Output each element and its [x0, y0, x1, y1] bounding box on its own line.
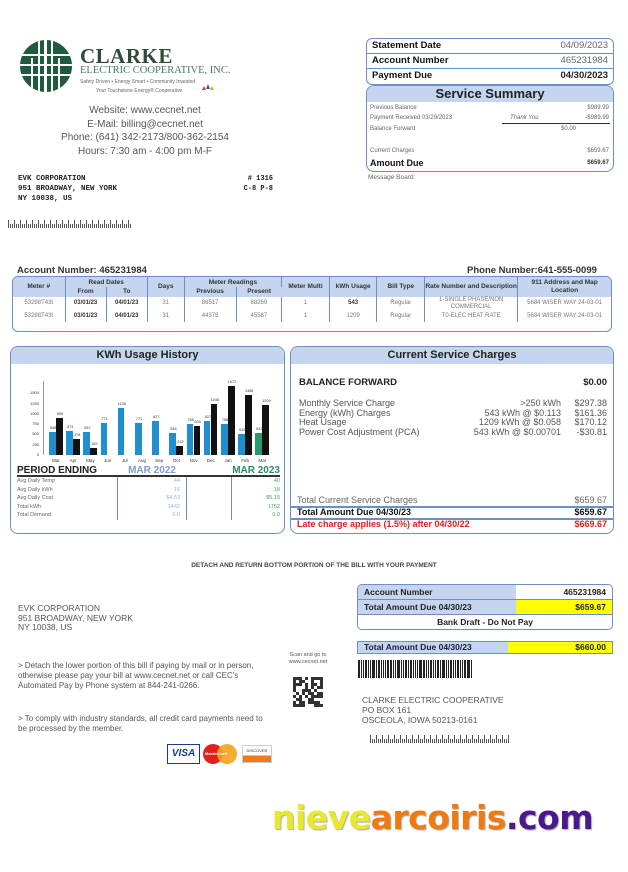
total-due-value: $659.67	[574, 507, 607, 517]
x-tick: Jun	[103, 458, 112, 463]
meter-readings-table	[12, 276, 612, 332]
cell-meter: 53298T43t	[13, 297, 65, 310]
row-label: Avg Daily Temp	[17, 478, 56, 484]
period-row	[17, 486, 280, 495]
x-tick: Apr	[69, 458, 77, 463]
payer-address	[18, 604, 133, 633]
x-tick: Aug	[137, 458, 146, 463]
cell-to: 04/01/23	[106, 297, 147, 310]
total-amount-due-row	[291, 507, 613, 518]
amount-enclosed-box	[357, 641, 613, 654]
website-text: Website: www.cecnet.net	[89, 105, 201, 116]
chart-bar: 758	[221, 424, 228, 455]
bank-draft-notice: Bank Draft - Do Not Pay	[437, 617, 533, 627]
total-current-charges-row	[291, 495, 613, 506]
chart-bar: 1458	[245, 395, 252, 455]
subtotal-rule	[502, 123, 610, 124]
meter-account-number: Account Number: 465231984	[17, 265, 147, 276]
x-tick: Mar	[52, 458, 60, 463]
chart-bar: 693	[194, 426, 201, 455]
qr-code-icon[interactable]	[293, 677, 323, 707]
y-tick: 1250	[30, 400, 39, 406]
col-days: Days	[147, 277, 184, 297]
watermark-part-3: .com	[505, 798, 594, 837]
total-current-value: $659.67	[574, 495, 607, 505]
touchstone-logo-icon	[200, 84, 214, 94]
col-bill-type: Bill Type	[377, 277, 425, 297]
account-number-value: 465231984	[560, 55, 608, 66]
sort-code-2: C-8 P-8	[243, 185, 273, 193]
chart-bar: 557	[83, 432, 90, 455]
charge-detail: 543 kWh @ $0.113	[484, 407, 561, 418]
charge-amount: $297.38	[574, 398, 607, 408]
postal-barcode-bottom	[370, 735, 509, 743]
chart-bar: 182	[90, 448, 97, 455]
cell-bill-type: Regular	[377, 310, 425, 322]
row-label: Total kWh	[17, 503, 42, 510]
visa-logo-icon: VISA	[167, 744, 200, 764]
mastercard-logo-icon: MasterCard	[203, 744, 239, 764]
remittance-box	[357, 584, 613, 630]
remit-account-value: 465231984	[563, 587, 606, 597]
remit-line-3: OSCEOLA, IOWA 50213-0161	[362, 715, 478, 725]
cell-address: 5684 WISER WAY 24-03-01	[527, 300, 603, 307]
row-curr: 40	[273, 478, 280, 484]
payment-note-1: > Detach the lower portion of this bill if paying by mail or in person, otherwise please pay your bill at www.cecnet.net or call CEC's Automated Pay by Phone system at 844-241-0266.	[18, 661, 254, 690]
current-charges-label: Current Charges	[370, 148, 415, 154]
period-ending-label: PERIOD ENDING	[17, 465, 98, 476]
statement-info-box	[366, 38, 614, 85]
scan-instruction: Scan and go to www.cecnet.net	[288, 652, 328, 665]
usage-history-panel	[10, 346, 285, 534]
meter-row	[13, 310, 611, 322]
col-read-dates: Read Dates	[65, 277, 147, 287]
chart-bar: 1672	[228, 386, 235, 455]
x-tick: Jan	[224, 458, 232, 463]
cell-days: 31	[147, 310, 184, 322]
charge-amount: -$30.81	[576, 426, 607, 437]
col-meter-readings: Meter Readings	[184, 277, 282, 287]
mailing-address	[18, 174, 117, 204]
col-to: To	[106, 287, 147, 297]
company-subtitle: ELECTRIC COOPERATIVE, INC.	[80, 65, 231, 76]
charge-label: Energy (kWh) Charges	[299, 407, 391, 418]
chart-bar: 827	[152, 421, 159, 455]
x-tick: May	[86, 458, 95, 463]
cell-kwh: 543	[329, 297, 377, 310]
late-charge-value: $669.67	[574, 519, 607, 529]
cell-days: 31	[147, 297, 184, 310]
period-row	[17, 511, 280, 520]
cell-from: 03/01/23	[65, 310, 106, 322]
hours-text: Hours: 7:30 am - 4:00 pm M-F	[78, 145, 212, 157]
col-previous: Previous	[184, 287, 236, 297]
chart-bar: 758	[187, 424, 194, 455]
col-address: 911 Address and Map Location	[518, 277, 611, 297]
discover-logo-icon: DISCOVER	[242, 745, 272, 763]
chart-bar: 1246	[211, 404, 218, 455]
cell-present: 45587	[236, 310, 282, 322]
row-prev: 1442	[117, 503, 187, 512]
row-curr: $5.15	[266, 495, 280, 502]
chart-bar: 548	[49, 432, 56, 455]
payer-line-3: NY 10038, US	[18, 622, 73, 632]
statement-date-value: 04/09/2023	[560, 40, 608, 51]
chart-bar: 827	[204, 421, 211, 455]
row-label: Total Demand	[17, 512, 51, 519]
total-current-label: Total Current Service Charges	[297, 495, 418, 505]
col-present: Present	[236, 287, 282, 297]
sort-code-1: # 1316	[247, 175, 273, 183]
row-curr: 0.0	[272, 512, 280, 519]
remit2-total-due-value: $660.00	[508, 642, 612, 653]
remittance-barcode	[358, 660, 472, 678]
phone-text: Phone: (641) 342-2173/800-362-2154	[61, 132, 229, 143]
total-due-label: Total Amount Due 04/30/23	[297, 507, 412, 517]
watermark	[272, 798, 593, 837]
payment-note-2: > To comply with industry standards, all credit card payments need to be processed by the member.	[18, 714, 263, 733]
remit-line-2: PO BOX 161	[362, 705, 412, 715]
mail-sort-code	[228, 174, 273, 194]
current-service-charges-panel	[290, 346, 614, 534]
payment-due-label: Payment Due	[372, 70, 433, 81]
usage-history-title: KWh Usage History	[11, 347, 284, 364]
y-tick: 500	[32, 431, 39, 437]
y-tick: 0	[36, 452, 39, 457]
chart-bar: 771	[135, 423, 142, 455]
mailing-line-2: 951 BROADWAY, NEW YORK	[18, 185, 118, 193]
balance-forward-label: BALANCE FORWARD	[299, 377, 397, 388]
usage-bar-chart	[21, 375, 276, 465]
mailing-line-1: EVK CORPORATION	[18, 175, 86, 183]
col-rate: Rate Number and Description	[425, 277, 518, 297]
charge-label: Monthly Service Charge	[299, 398, 396, 408]
cell-kwh: 1209	[329, 310, 377, 322]
chart-bar: 1136	[118, 408, 125, 455]
chart-bar: 212	[176, 446, 183, 455]
previous-balance-label: Previous Balance	[370, 105, 417, 111]
balance-forward-label: Balance Forward	[370, 126, 416, 132]
row-curr: 1752	[267, 503, 280, 510]
message-board-label: Message Board:	[368, 174, 416, 181]
remit-total-due-label: Total Amount Due 04/30/23	[358, 600, 516, 614]
chart-bar: 1209	[262, 405, 269, 455]
period-curr-header: MAR 2023	[232, 465, 280, 476]
row-label: Avg Daily Cost	[17, 495, 53, 502]
touchstone-tagline: Your Touchstone Energy® Cooperative	[96, 88, 183, 94]
remit-total-due-value: $659.67	[516, 600, 612, 614]
y-tick: 1500	[30, 390, 39, 396]
account-number-label: Account Number	[372, 55, 449, 66]
row-label: Avg Daily kWh	[17, 486, 53, 493]
chart-bar: 510	[238, 434, 245, 455]
email-text: E-Mail: billing@cecnet.net	[87, 118, 203, 130]
row-prev: $4.53	[117, 494, 187, 503]
y-tick: 1000	[30, 410, 39, 416]
statement-date-label: Statement Date	[372, 40, 442, 51]
col-meter: Meter #	[13, 277, 65, 297]
watermark-part-1: nieve	[272, 798, 371, 837]
late-charge-label: Late charge applies (1.5%) after 04/30/22	[297, 519, 470, 529]
cell-previous: 44378	[184, 310, 236, 322]
charge-detail: 543 kWh @ $0.00701	[473, 426, 561, 437]
period-row	[17, 494, 280, 503]
chart-bar: 546	[169, 433, 176, 455]
x-tick: Mar	[258, 458, 267, 463]
postal-barcode-top	[8, 220, 131, 228]
cell-to: 04/01/23	[106, 310, 147, 322]
balance-forward-value: $0.00	[561, 126, 577, 132]
x-tick: Feb	[241, 458, 250, 463]
col-from: From	[65, 287, 106, 297]
late-charge-row	[291, 519, 613, 530]
chart-bar: 771	[101, 423, 108, 455]
charges-title: Current Service Charges	[291, 347, 613, 364]
period-row	[17, 503, 280, 512]
cell-multi: 1	[282, 310, 330, 322]
accepted-cards	[167, 744, 272, 764]
mailing-line-3: NY 10038, US	[18, 195, 73, 203]
meter-phone-number: Phone Number:641-555-0099	[467, 265, 597, 276]
col-kwh: kWh Usage	[329, 277, 377, 297]
x-tick: Sep	[155, 458, 164, 463]
payer-line-1: EVK CORPORATION	[18, 603, 101, 613]
x-tick: Jul	[121, 458, 128, 463]
cell-bill-type: Regular	[377, 297, 425, 310]
amount-due-label: Amount Due	[370, 158, 424, 168]
detach-instruction: DETACH AND RETURN BOTTOM PORTION OF THE BILL WITH YOUR PAYMENT	[191, 562, 437, 569]
chart-bar: 543	[255, 433, 262, 455]
payment-received-label: Payment Received 03/29/2023	[370, 115, 453, 121]
service-summary-box	[366, 85, 614, 172]
watermark-part-2: arcoiris	[370, 798, 506, 837]
previous-balance-value: $989.99	[587, 105, 609, 111]
chart-bar: 573	[66, 431, 73, 455]
row-prev: 44	[117, 477, 187, 486]
x-tick: Nov	[189, 458, 198, 463]
charge-detail: >250 kWh	[520, 398, 561, 408]
y-tick: 250	[32, 441, 39, 447]
charge-amount: $161.36	[574, 407, 607, 418]
remit-account-label: Account Number	[358, 585, 516, 599]
thank-you-text: Thank You	[510, 115, 539, 121]
remit-line-1: CLARKE ELECTRIC COOPERATIVE	[362, 695, 504, 705]
charge-amount: $170.12	[574, 417, 607, 427]
x-tick: Oct	[172, 458, 180, 463]
charge-detail: 1209 kWh @ $0.058	[478, 417, 561, 427]
row-curr: 18	[273, 486, 280, 493]
payment-received-value: -$989.99	[585, 115, 609, 121]
chart-bar: 895	[56, 418, 63, 455]
current-charges-value: $659.67	[587, 148, 609, 154]
company-name: CLARKE	[80, 44, 173, 68]
balance-forward-value: $0.00	[583, 377, 607, 388]
row-prev: 0.0	[117, 511, 187, 520]
service-summary-title: Service Summary	[367, 86, 613, 102]
company-tagline: Safety Driven • Energy Smart • Community Invested	[80, 79, 196, 85]
cell-rate: 1-SINGLE PHASE/NON COMMERCIAL	[425, 297, 518, 310]
cell-address: 5684 WISER WAY 24-03-01	[527, 312, 603, 319]
payment-due-value: 04/30/2023	[560, 70, 608, 81]
period-ending-table	[17, 465, 280, 520]
cell-previous: 86517	[184, 297, 236, 310]
charge-label: Power Cost Adjustment (PCA)	[299, 426, 420, 437]
col-multi: Meter Multi	[282, 277, 330, 297]
x-tick: Dec	[206, 458, 215, 463]
y-tick: 750	[32, 421, 39, 427]
company-logo	[20, 40, 72, 92]
meter-row	[13, 297, 611, 310]
chart-bar: 378	[73, 439, 80, 455]
cell-present: 88269	[236, 297, 282, 310]
period-prev-header: MAR 2022	[128, 465, 176, 476]
charge-label: Heat Usage	[299, 417, 347, 427]
payer-line-2: 951 BROADWAY, NEW YORK	[18, 612, 133, 623]
cell-from: 03/01/23	[65, 297, 106, 310]
cell-meter: 53298T43t	[13, 310, 65, 322]
contact-info	[40, 104, 250, 158]
cell-rate: T0-ELEC HEAT RATE	[425, 310, 518, 322]
cell-multi: 1	[282, 297, 330, 310]
row-prev: 16	[117, 486, 187, 495]
period-row	[17, 477, 280, 486]
remit2-total-due-label: Total Amount Due 04/30/23	[358, 642, 508, 653]
remit-to-address	[362, 695, 504, 725]
amount-due-value: $659.67	[587, 160, 609, 166]
